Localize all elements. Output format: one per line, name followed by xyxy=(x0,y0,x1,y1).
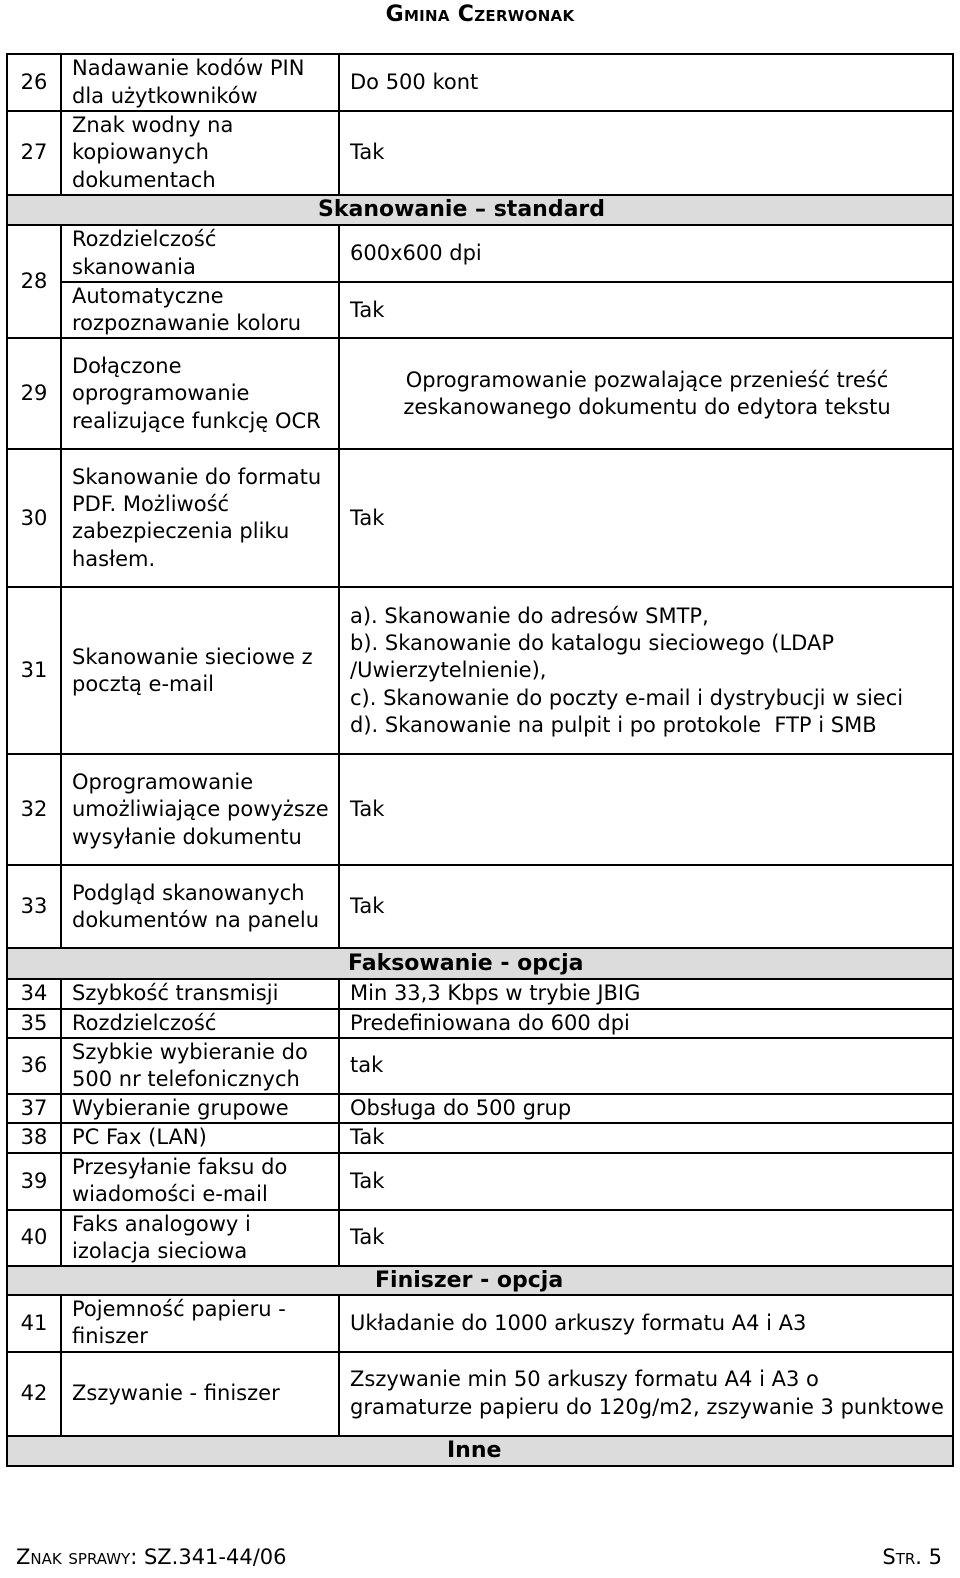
row-number: 33 xyxy=(7,865,61,948)
table-row xyxy=(7,282,953,338)
feature-name: Skanowanie do formatu PDF. Możliwość zabezpieczenia pliku hasłem. xyxy=(61,449,339,587)
feature-value: Tak xyxy=(339,754,953,865)
row-number: 40 xyxy=(7,1210,61,1266)
row-number: 29 xyxy=(7,338,61,449)
feature-value: Układanie do 1000 arkuszy formatu A4 i A3 xyxy=(339,1295,953,1351)
row-number: 36 xyxy=(7,1038,61,1094)
feature-name: Skanowanie sieciowe z pocztą e-mail xyxy=(61,587,339,754)
scan-option-line: c). Skanowanie do poczty e-mail i dystrybucji w sieci xyxy=(350,685,904,710)
row-number: 37 xyxy=(7,1094,61,1123)
row-number: 26 xyxy=(7,54,61,111)
feature-name: Szybkie wybieranie do 500 nr telefonicznych xyxy=(61,1038,339,1094)
feature-value: Tak xyxy=(339,1123,953,1152)
row-number: 27 xyxy=(7,111,61,195)
table-row xyxy=(7,338,953,449)
feature-name: Rozdzielczość skanowania xyxy=(61,225,339,282)
page-footer xyxy=(16,1541,942,1573)
feature-value: Min 33,3 Kbps w trybie JBIG xyxy=(339,979,953,1008)
section-heading-scanning: Skanowanie – standard xyxy=(7,195,953,225)
section-heading-finisher: Finiszer - opcja xyxy=(7,1266,953,1295)
feature-value: Zszywanie min 50 arkuszy formatu A4 i A3 o gramaturze papieru do 120g/m2, zszywanie 3 punktowe xyxy=(339,1352,953,1436)
table-row xyxy=(7,225,953,282)
case-number: Znak sprawy: SZ.341-44/06 xyxy=(16,1545,287,1569)
table-row xyxy=(7,587,953,754)
row-number: 28 xyxy=(7,225,61,338)
section-row xyxy=(7,948,953,979)
feature-name: Pojemność papieru - finiszer xyxy=(61,1295,339,1351)
table-row xyxy=(7,1038,953,1094)
row-number: 34 xyxy=(7,979,61,1008)
feature-value: tak xyxy=(339,1038,953,1094)
feature-name: Dołączone oprogramowanie realizujące funkcję OCR xyxy=(61,338,339,449)
section-row xyxy=(7,1436,953,1466)
page-header: Gmina Czerwonak xyxy=(385,2,575,27)
table-row xyxy=(7,754,953,865)
table-row xyxy=(7,1123,953,1152)
table-row xyxy=(7,111,953,195)
feature-value: Tak xyxy=(339,282,953,338)
row-number: 35 xyxy=(7,1009,61,1038)
table-row xyxy=(7,1295,953,1351)
feature-name: Zszywanie - finiszer xyxy=(61,1352,339,1436)
row-number: 42 xyxy=(7,1352,61,1436)
row-number: 41 xyxy=(7,1295,61,1351)
scan-option-line: d). Skanowanie na pulpit i po protokole FTP i SMB xyxy=(350,712,877,737)
page-number: Str. 5 xyxy=(882,1545,942,1569)
feature-value: 600x600 dpi xyxy=(339,225,953,282)
feature-name: Rozdzielczość xyxy=(61,1009,339,1038)
feature-name: Znak wodny na kopiowanych dokumentach xyxy=(61,111,339,195)
row-number: 32 xyxy=(7,754,61,865)
feature-value: Tak xyxy=(339,1153,953,1210)
feature-value: Tak xyxy=(339,1210,953,1266)
feature-value: Oprogramowanie pozwalające przenieść treść zeskanowanego dokumentu do edytora tekstu xyxy=(339,338,953,449)
feature-name: Wybieranie grupowe xyxy=(61,1094,339,1123)
feature-name: Przesyłanie faksu do wiadomości e-mail xyxy=(61,1153,339,1210)
feature-value: Tak xyxy=(339,865,953,948)
table-row xyxy=(7,1153,953,1210)
table-row xyxy=(7,1094,953,1123)
section-row xyxy=(7,195,953,225)
scan-option-line: b). Skanowanie do katalogu sieciowego (LDAP /Uwierzytelnienie), xyxy=(350,631,835,683)
table-row xyxy=(7,1009,953,1038)
feature-name: Automatyczne rozpoznawanie koloru xyxy=(61,282,339,338)
feature-name: Podgląd skanowanych dokumentów na panelu xyxy=(61,865,339,948)
table-row xyxy=(7,979,953,1008)
section-heading-fax: Faksowanie - opcja xyxy=(7,948,953,979)
table-row xyxy=(7,1210,953,1266)
feature-value: Tak xyxy=(339,111,953,195)
section-row xyxy=(7,1266,953,1295)
feature-name: Oprogramowanie umożliwiające powyższe wysyłanie dokumentu xyxy=(61,754,339,865)
row-number: 39 xyxy=(7,1153,61,1210)
row-number: 30 xyxy=(7,449,61,587)
feature-value: Predefiniowana do 600 dpi xyxy=(339,1009,953,1038)
section-heading-other: Inne xyxy=(7,1436,953,1466)
feature-value xyxy=(339,587,953,754)
feature-value: Tak xyxy=(339,449,953,587)
table-row xyxy=(7,54,953,111)
feature-name: Szybkość transmisji xyxy=(61,979,339,1008)
feature-value: Do 500 kont xyxy=(339,54,953,111)
table-row xyxy=(7,865,953,948)
feature-name: Nadawanie kodów PIN dla użytkowników xyxy=(61,54,339,111)
feature-name: Faks analogowy i izolacja sieciowa xyxy=(61,1210,339,1266)
row-number: 38 xyxy=(7,1123,61,1152)
scan-option-line: a). Skanowanie do adresów SMTP, xyxy=(350,603,709,628)
feature-name: PC Fax (LAN) xyxy=(61,1123,339,1152)
row-number: 31 xyxy=(7,587,61,754)
table-row xyxy=(7,1352,953,1436)
table-row xyxy=(7,449,953,587)
spec-table xyxy=(6,53,954,1467)
feature-value: Obsługa do 500 grup xyxy=(339,1094,953,1123)
